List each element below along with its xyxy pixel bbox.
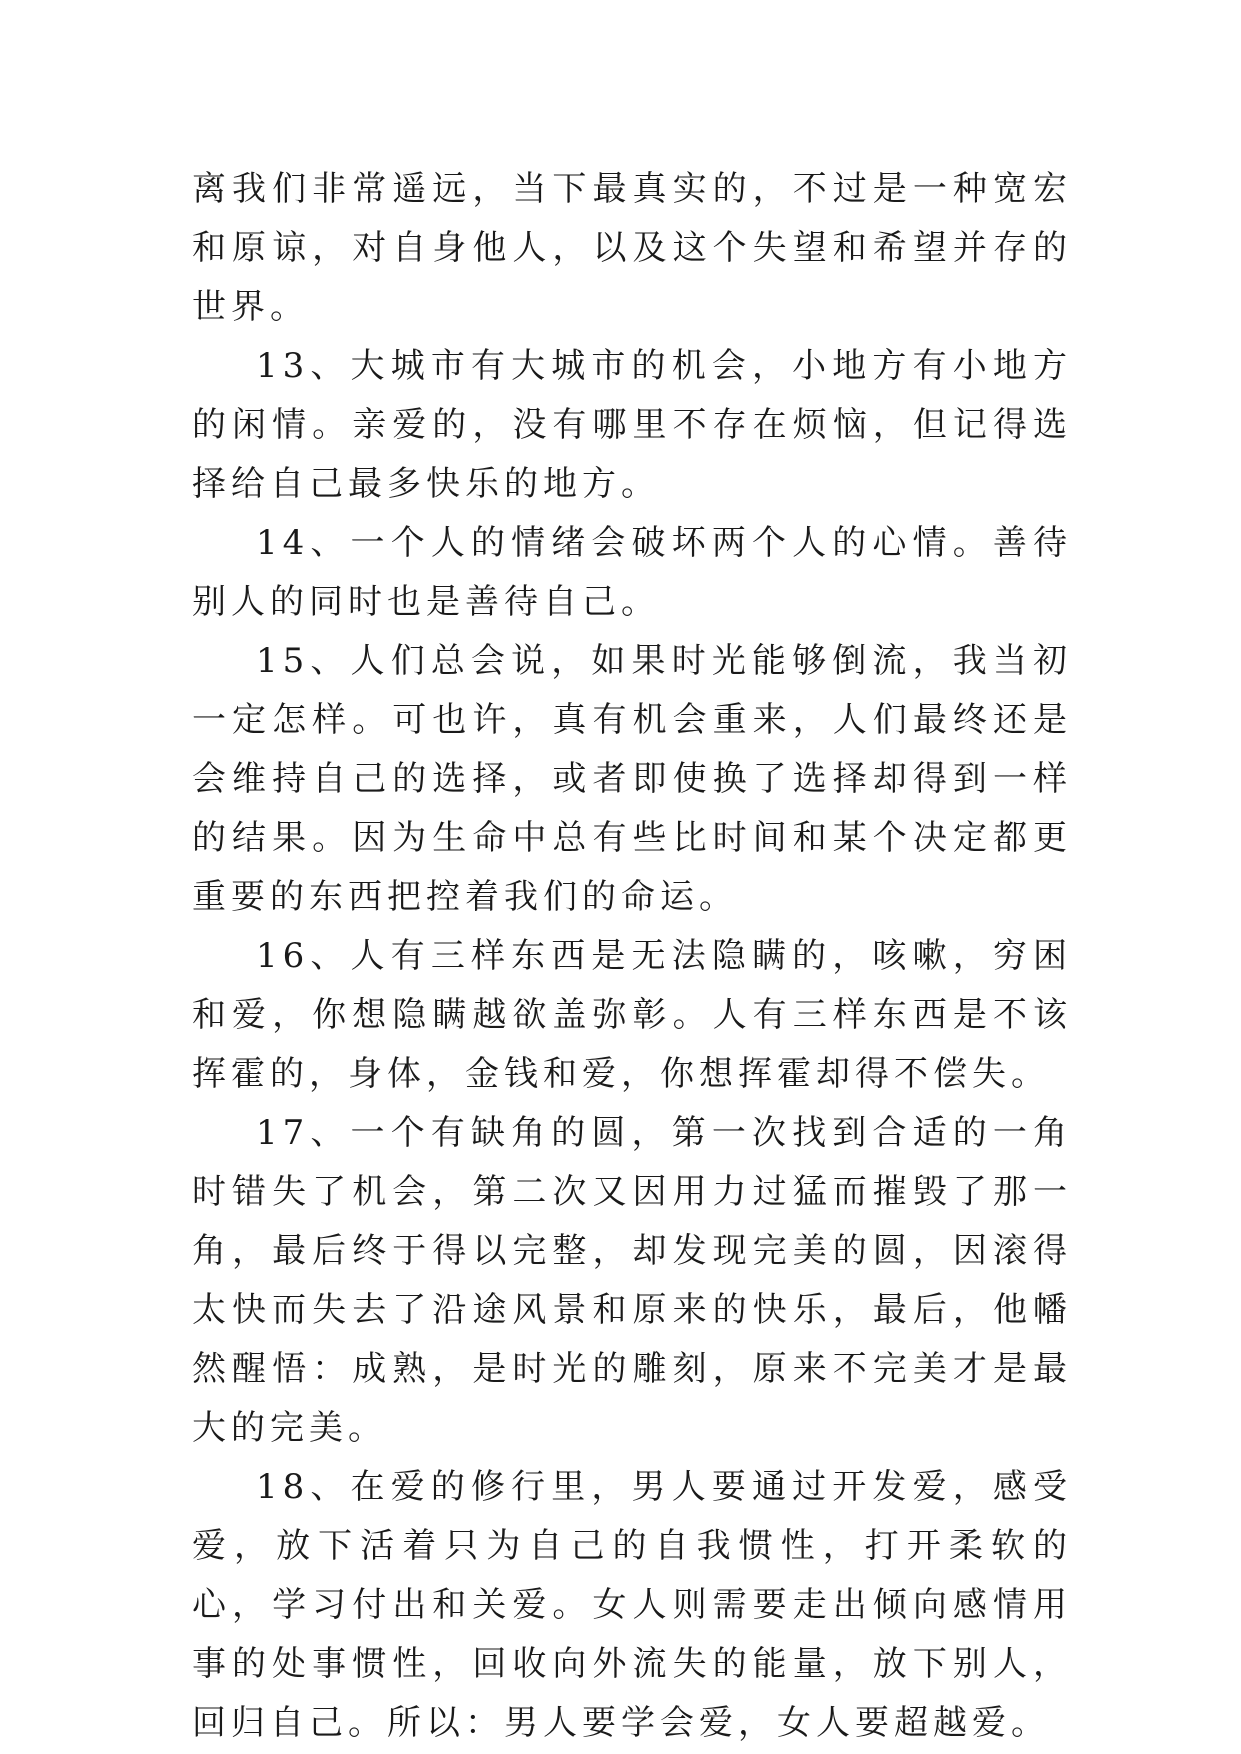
paragraph-17: 17、一个有缺角的圆，第一次找到合适的一角时错失了机会，第二次又因用力过猛而摧毁了那一角，最后终于得以完整，却发现完美的圆，因滚得太快而失去了沿途风景和原来的快乐，最后，他幡然醒悟：成熟，是时光的雕刻，原来不完美才是最大的完美。 — [192, 1113, 1072, 1448]
paragraph-15: 15、人们总会说，如果时光能够倒流，我当初一定怎样。可也许，真有机会重来，人们最终还是会维持自己的选择，或者即使换了选择却得到一样的结果。因为生命中总有些比时间和某个决定都更重要的东西把控着我们的命运。 — [192, 641, 1072, 917]
paragraph-13: 13、大城市有大城市的机会，小地方有小地方的闲情。亲爱的，没有哪里不存在烦恼，但记得选择给自己最多快乐的地方。 — [192, 346, 1072, 504]
document-body — [192, 160, 1072, 1753]
paragraph-14: 14、一个人的情绪会破坏两个人的心情。善待别人的同时也是善待自己。 — [192, 523, 1072, 622]
paragraph-continuation: 离我们非常遥远，当下最真实的，不过是一种宽宏和原谅，对自身他人，以及这个失望和希望并存的世界。 — [192, 169, 1072, 327]
paragraph-18: 18、在爱的修行里，男人要通过开发爱，感受爱，放下活着只为自己的自我惯性，打开柔软的心，学习付出和关爱。女人则需要走出倾向感情用事的处事惯性，回收向外流失的能量，放下别人，回归自己。所以：男人要学会爱，女人要超越爱。 — [192, 1467, 1072, 1743]
paragraph-16: 16、人有三样东西是无法隐瞒的，咳嗽，穷困和爱，你想隐瞒越欲盖弥彰。人有三样东西是不该挥霍的，身体，金钱和爱，你想挥霍却得不偿失。 — [192, 936, 1072, 1094]
